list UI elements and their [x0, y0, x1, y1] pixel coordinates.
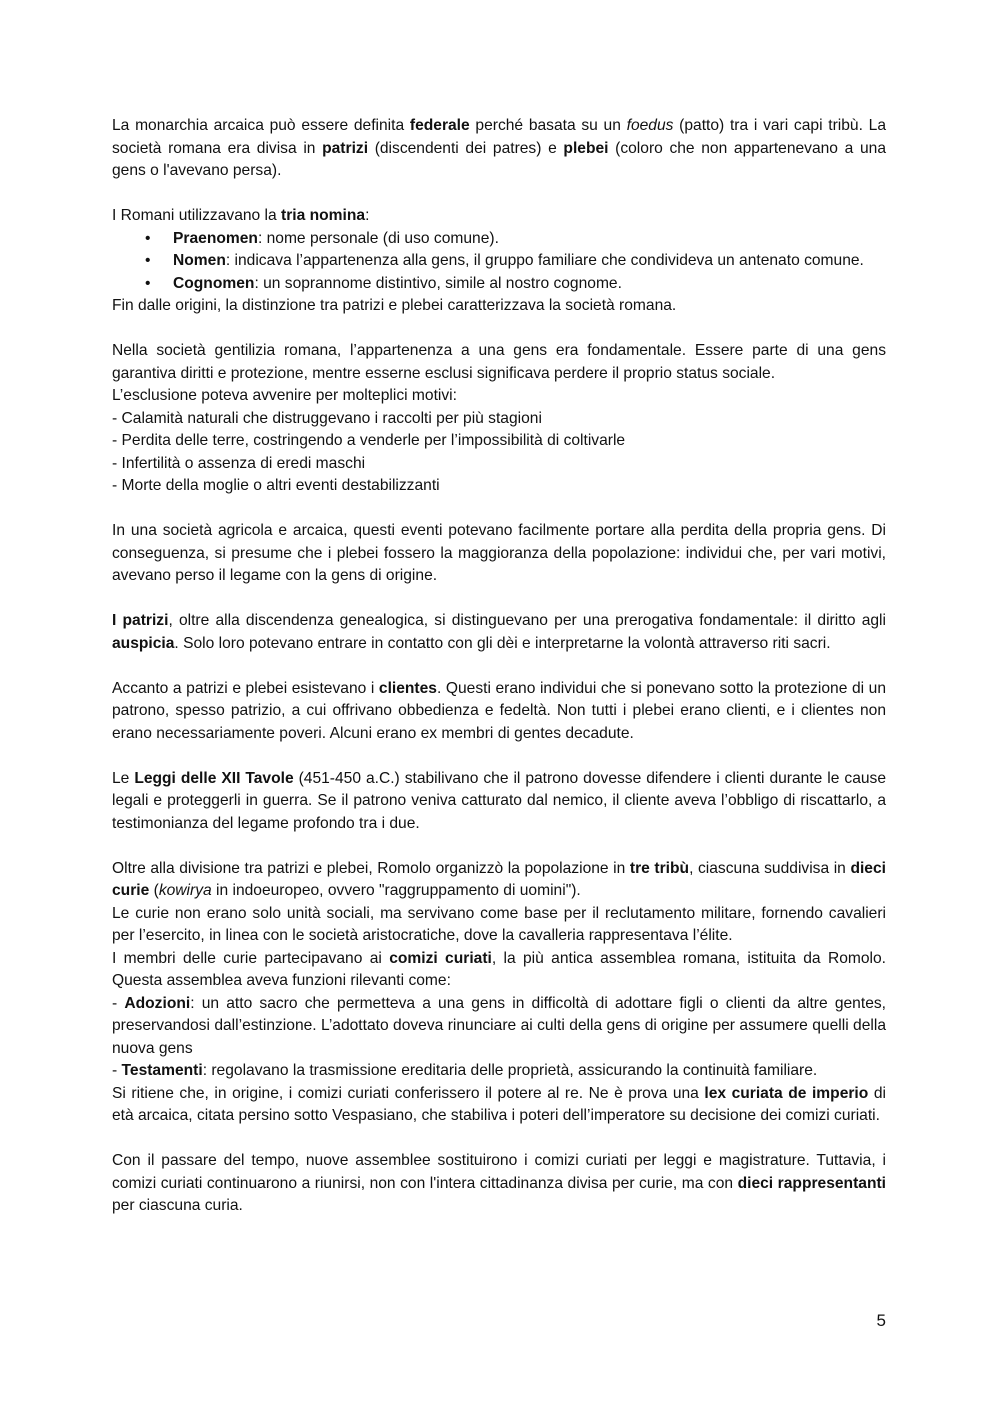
- italic-term: kowirya: [158, 882, 212, 899]
- bold-term: tria nomina: [281, 207, 366, 224]
- bold-term: federale: [409, 117, 470, 134]
- paragraph-curie: Le curie non erano solo unità sociali, ma servivano come base per il reclutamento militare, fornendo cavalieri per l’esercito, in linea con le società aristocratiche, dove la cavalleria rappresentava l’élite.: [112, 904, 886, 944]
- bold-term: comizi curiati: [389, 949, 492, 967]
- text-run: , oltre alla discendenza genealogica, si distinguevano per una prerogativa fondamentale: il diritto agli: [168, 612, 886, 629]
- bold-term: clientes: [378, 679, 437, 697]
- paragraph-tribu: [112, 858, 886, 903]
- text-run: in indoeuropeo, ovvero "raggruppamento di uomini").: [211, 882, 581, 899]
- text-run: (patto) tra i vari capi tribù. La società romana era divisa in: [112, 117, 886, 157]
- text-run: : nome personale (di uso comune).: [257, 229, 499, 247]
- paragraph-tria-nomina: [112, 205, 886, 228]
- text-run: : un soprannome distintivo, simile al nostro cognome.: [254, 274, 622, 292]
- text-run: . Questi erano individui che si ponevano sotto la protezione di un patrono, spesso patrizio, a cui offrivano obbedienza e fedeltà. Non tutti i plebei erano clienti, e i clientes non erano necessariamente poveri. Alcuni erano ex membri di gentes decadute.: [112, 679, 886, 742]
- bold-term: lex curiata de imperio: [704, 1084, 869, 1102]
- list-item: - Infertilità o assenza di eredi maschi: [112, 454, 366, 472]
- bold-term: plebei: [563, 139, 609, 157]
- paragraph-xii-tavole: [112, 768, 886, 836]
- list-item: [112, 273, 886, 296]
- text-run: Si ritiene che, in origine, i comizi curiati conferissero il potere al re. Ne è prova una: [112, 1084, 705, 1102]
- bold-term: patrizi: [322, 139, 369, 157]
- bold-term: auspicia: [112, 634, 175, 652]
- paragraph-comizi: [112, 948, 886, 993]
- paragraph-monarchia: [112, 115, 886, 183]
- bold-term: tre tribù: [629, 859, 690, 877]
- paragraph-gentilizia: Nella società gentilizia romana, l’appartenenza a una gens era fondamentale. Essere parte di una gens garantiva diritti e protezione, mentre esserne esclusi significava perdere il proprio status sociale.: [112, 342, 886, 382]
- text-run: per ciascuna curia.: [112, 1197, 243, 1214]
- text-run: Con il passare del tempo, nuove assemblee sostituirono i comizi curiati per leggi e magistrature. Tuttavia, i comizi curiati continuarono a riunirsi, non con l'intera cittadinanza divisa per curie, ma con: [112, 1152, 886, 1192]
- list-item: - Calamità naturali che distruggevano i raccolti per più stagioni: [112, 409, 542, 427]
- text-run: (: [149, 882, 159, 899]
- text-run: (discendenti dei patres) e: [368, 139, 564, 157]
- text-run: , ciascuna suddivisa in: [689, 859, 851, 877]
- text-run: (coloro che non appartenevano a una gens o l'avevano persa).: [112, 139, 886, 179]
- text-run: . Solo loro potevano entrare in contatto con gli dèi e interpretarne la volontà attraverso riti sacri.: [174, 634, 831, 652]
- text-run: : regolavano la trasmissione ereditaria delle proprietà, assicurando la continuità familiare.: [202, 1062, 818, 1079]
- list-item: [112, 228, 886, 251]
- bold-term: Testamenti: [121, 1062, 203, 1079]
- text-run: : indicava l’appartenenza alla gens, il gruppo familiare che condivideva un antenato comune.: [225, 252, 864, 269]
- text-run: Oltre alla divisione tra patrizi e plebei, Romolo organizzò la popolazione in: [112, 859, 630, 877]
- paragraph-adozioni: [112, 993, 886, 1061]
- text-run: I membri delle curie partecipavano ai: [112, 949, 390, 967]
- bold-term: Praenomen: [173, 229, 258, 247]
- bold-term: Adozioni: [124, 994, 191, 1012]
- list-item: - Morte della moglie o altri eventi destabilizzanti: [112, 477, 440, 494]
- paragraph-testamenti: [112, 1060, 886, 1083]
- text-run: (451-450 a.C.) stabilivano che il patrono dovesse difendere i clienti durante le cause legali e proteggerli in guerra. Se il patrono veniva catturato dal nemico, il cliente aveva l’obbligo di riscattarlo, a testimonianza del legame profondo tra i due.: [112, 769, 887, 832]
- bold-term: Nomen: [173, 252, 226, 269]
- text-run: , la più antica assemblea romana, istituita da Romolo. Questa assemblea aveva funzioni rilevanti come:: [112, 949, 887, 989]
- text-run: La monarchia arcaica può essere definita: [112, 117, 410, 134]
- bold-term: I patrizi: [112, 612, 169, 629]
- text-run: I Romani utilizzavano la: [112, 207, 282, 224]
- tria-nomina-list: [112, 228, 886, 296]
- bold-term: dieci curie: [112, 859, 886, 899]
- page-content: [112, 115, 886, 1218]
- text-run: -: [112, 1062, 122, 1079]
- paragraph-lex-curiata: [112, 1083, 886, 1128]
- paragraph-clientes: [112, 678, 886, 746]
- text-run: : un atto sacro che permetteva a una gens in difficoltà di adottare figli o clienti da altre gentes, preservandosi dall’estinzione. L’adottato doveva rinunciare ai culti della gens di origine per assumere quelli della nuova gens: [112, 994, 886, 1057]
- bold-term: dieci rappresentanti: [737, 1174, 887, 1192]
- text-run: Le: [112, 769, 135, 787]
- paragraph-societa-agricola: In una società agricola e arcaica, questi eventi potevano facilmente portare alla perdita della propria gens. Di conseguenza, si presume che i plebei fossero la maggioranza della popolazione: individui che, per vari motivi, avevano perso il legame con la gens di origine.: [112, 522, 886, 584]
- text-run: perché basata su un: [469, 117, 627, 134]
- list-item: [112, 250, 886, 273]
- paragraph-nuove-assemblee: [112, 1150, 886, 1218]
- page-number: 5: [876, 1311, 886, 1330]
- text-run: :: [365, 207, 370, 224]
- list-item: - Perdita delle terre, costringendo a venderle per l’impossibilità di coltivarle: [112, 432, 626, 449]
- paragraph-patrizi: [112, 610, 886, 655]
- italic-term: foedus: [626, 117, 674, 134]
- text-run: di età arcaica, citata persino sotto Vespasiano, che stabiliva i poteri dell’imperatore su decisione dei comizi curiati.: [112, 1084, 886, 1124]
- text-run: -: [112, 994, 125, 1012]
- paragraph-distinzione: Fin dalle origini, la distinzione tra patrizi e plebei caratterizzava la società romana.: [112, 297, 677, 314]
- bold-term: Leggi delle XII Tavole: [134, 769, 294, 787]
- paragraph-esclusione: L’esclusione poteva avvenire per molteplici motivi:: [112, 387, 457, 404]
- text-run: Accanto a patrizi e plebei esistevano i: [112, 679, 379, 697]
- bold-term: Cognomen: [173, 274, 255, 292]
